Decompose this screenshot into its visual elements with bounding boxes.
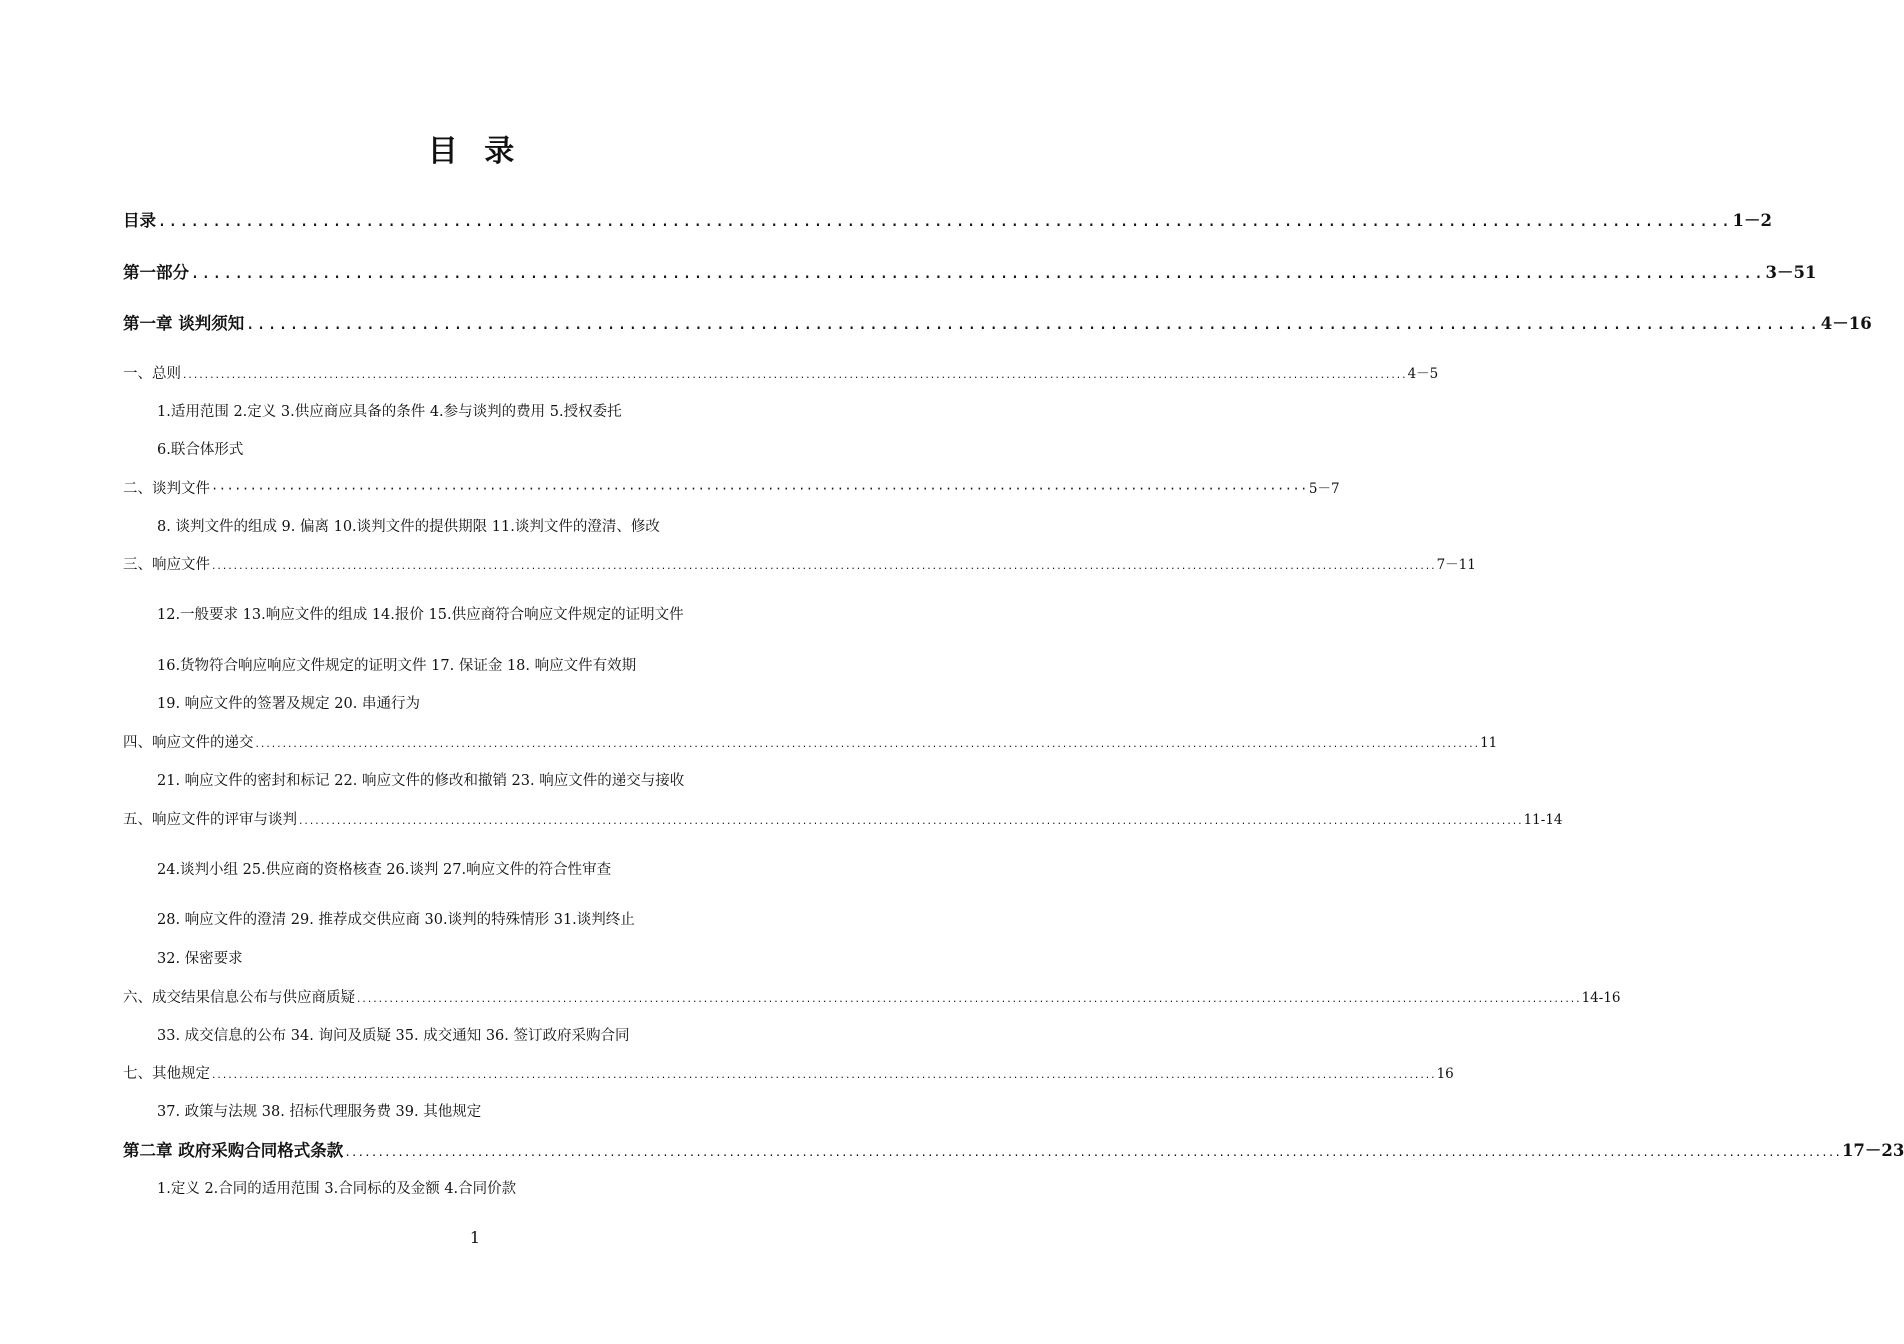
page-number: 1 [469,1228,481,1247]
page-title: 目 录 [427,134,523,169]
dot-leader: .................................................................................................................................................................................................................................. [211,1071,1436,1081]
toc-entry-label: 一、总则 [123,366,181,382]
toc-entry-page: 14-16 [1581,990,1621,1006]
toc-subitems: 12.一般要求 13.响应文件的组成 14.报价 15.供应商符合响应文件规定的证明文件 [157,607,684,623]
toc-entry[interactable] [123,553,1476,574]
toc-subitems: 8. 谈判文件的组成 9. 偏离 10.谈判文件的提供期限 11.谈判文件的澄清、修改 [157,519,660,535]
toc-entry-page: 4－5 [1407,366,1439,382]
toc-entry-page: 11-14 [1523,812,1563,828]
dot-leader: .................................................................................................................................................................................................................................. [211,562,1436,572]
toc-subitems: 1.定义 2.合同的适用范围 3.合同标的及金额 4.合同价款 [157,1181,517,1197]
toc-entry[interactable] [123,986,1621,1007]
toc-entry[interactable] [123,731,1498,752]
toc-subitems: 21. 响应文件的密封和标记 22. 响应文件的修改和撤销 23. 响应文件的递交与接收 [157,773,685,789]
toc-entry-label: 五、响应文件的评审与谈判 [123,812,297,828]
toc-subitems: 19. 响应文件的签署及规定 20. 串通行为 [157,696,420,712]
toc-subitems: 1.适用范围 2.定义 3.供应商应具备的条件 4.参与谈判的费用 5.授权委托 [157,404,622,420]
dot-leader: ................................................................................................................................................ [190,263,1765,282]
dot-leader: ................................................................................................................................................ [245,314,1820,333]
toc-entry[interactable] [123,1062,1454,1083]
dot-leader: ................................................................................................................................................ [157,211,1732,230]
toc-entry-label: 六、成交结果信息公布与供应商质疑 [123,990,355,1006]
dot-leader: .................................................................................................................................................................................................................................. [356,995,1581,1005]
toc-subitems: 6.联合体形式 [157,442,244,458]
dot-leader: .................................................................................................................................................................................................................................. [298,817,1523,827]
toc-subitems: 24.谈判小组 25.供应商的资格核查 26.谈判 27.响应文件的符合性审查 [157,862,612,878]
toc-entry-label: 第二章 政府采购合同格式条款 [123,1141,344,1160]
toc-entry-label: 二、谈判文件 [123,481,210,497]
toc-subitems: 37. 政策与法规 38. 招标代理服务费 39. 其他规定 [157,1104,482,1120]
toc-subitems: 16.货物符合响应响应文件规定的证明文件 17. 保证金 18. 响应文件有效期 [157,658,637,674]
toc-entry[interactable] [123,1137,1904,1161]
toc-entry-page: 5－7 [1308,481,1340,497]
toc-entry-label: 七、其他规定 [123,1066,210,1082]
toc-entry[interactable] [123,477,1340,498]
toc-entry-page: 3－51 [1765,263,1817,282]
toc-entry-page: 16 [1436,1066,1454,1082]
toc-subitems: 33. 成交信息的公布 34. 询问及质疑 35. 成交通知 36. 签订政府采购合同 [157,1028,630,1044]
toc-entry-label: 第一章 谈判须知 [123,314,245,333]
toc-entry[interactable] [123,310,1872,334]
toc-entry-label: 第一部分 [123,263,189,282]
toc-entry-label: 三、响应文件 [123,557,210,573]
toc-entry[interactable] [123,259,1817,283]
toc-entry[interactable] [123,362,1439,383]
dot-leader: .................................................................................................................................................................................................................................. [344,1146,1841,1159]
toc-entry-page: 7－11 [1436,557,1476,573]
toc-entry-page: 1－2 [1732,211,1772,230]
toc-entry-page: 17－23 [1841,1141,1904,1160]
toc-entry-page: 11 [1480,735,1498,751]
dot-leader: ·············································································································································· [211,482,1308,496]
toc-subitems: 28. 响应文件的澄清 29. 推荐成交供应商 30.谈判的特殊情形 31.谈判终止 [157,912,635,928]
toc-entry-label: 目录 [123,211,156,230]
toc-entry-label: 四、响应文件的递交 [123,735,254,751]
toc-entry[interactable] [123,808,1563,829]
toc-entry-page: 4－16 [1820,314,1872,333]
toc-entry[interactable] [123,207,1772,231]
toc-subitems: 32. 保密要求 [157,951,243,967]
dot-leader: .................................................................................................................................................................................................................................. [182,371,1407,381]
dot-leader: .................................................................................................................................................................................................................................. [254,740,1480,750]
